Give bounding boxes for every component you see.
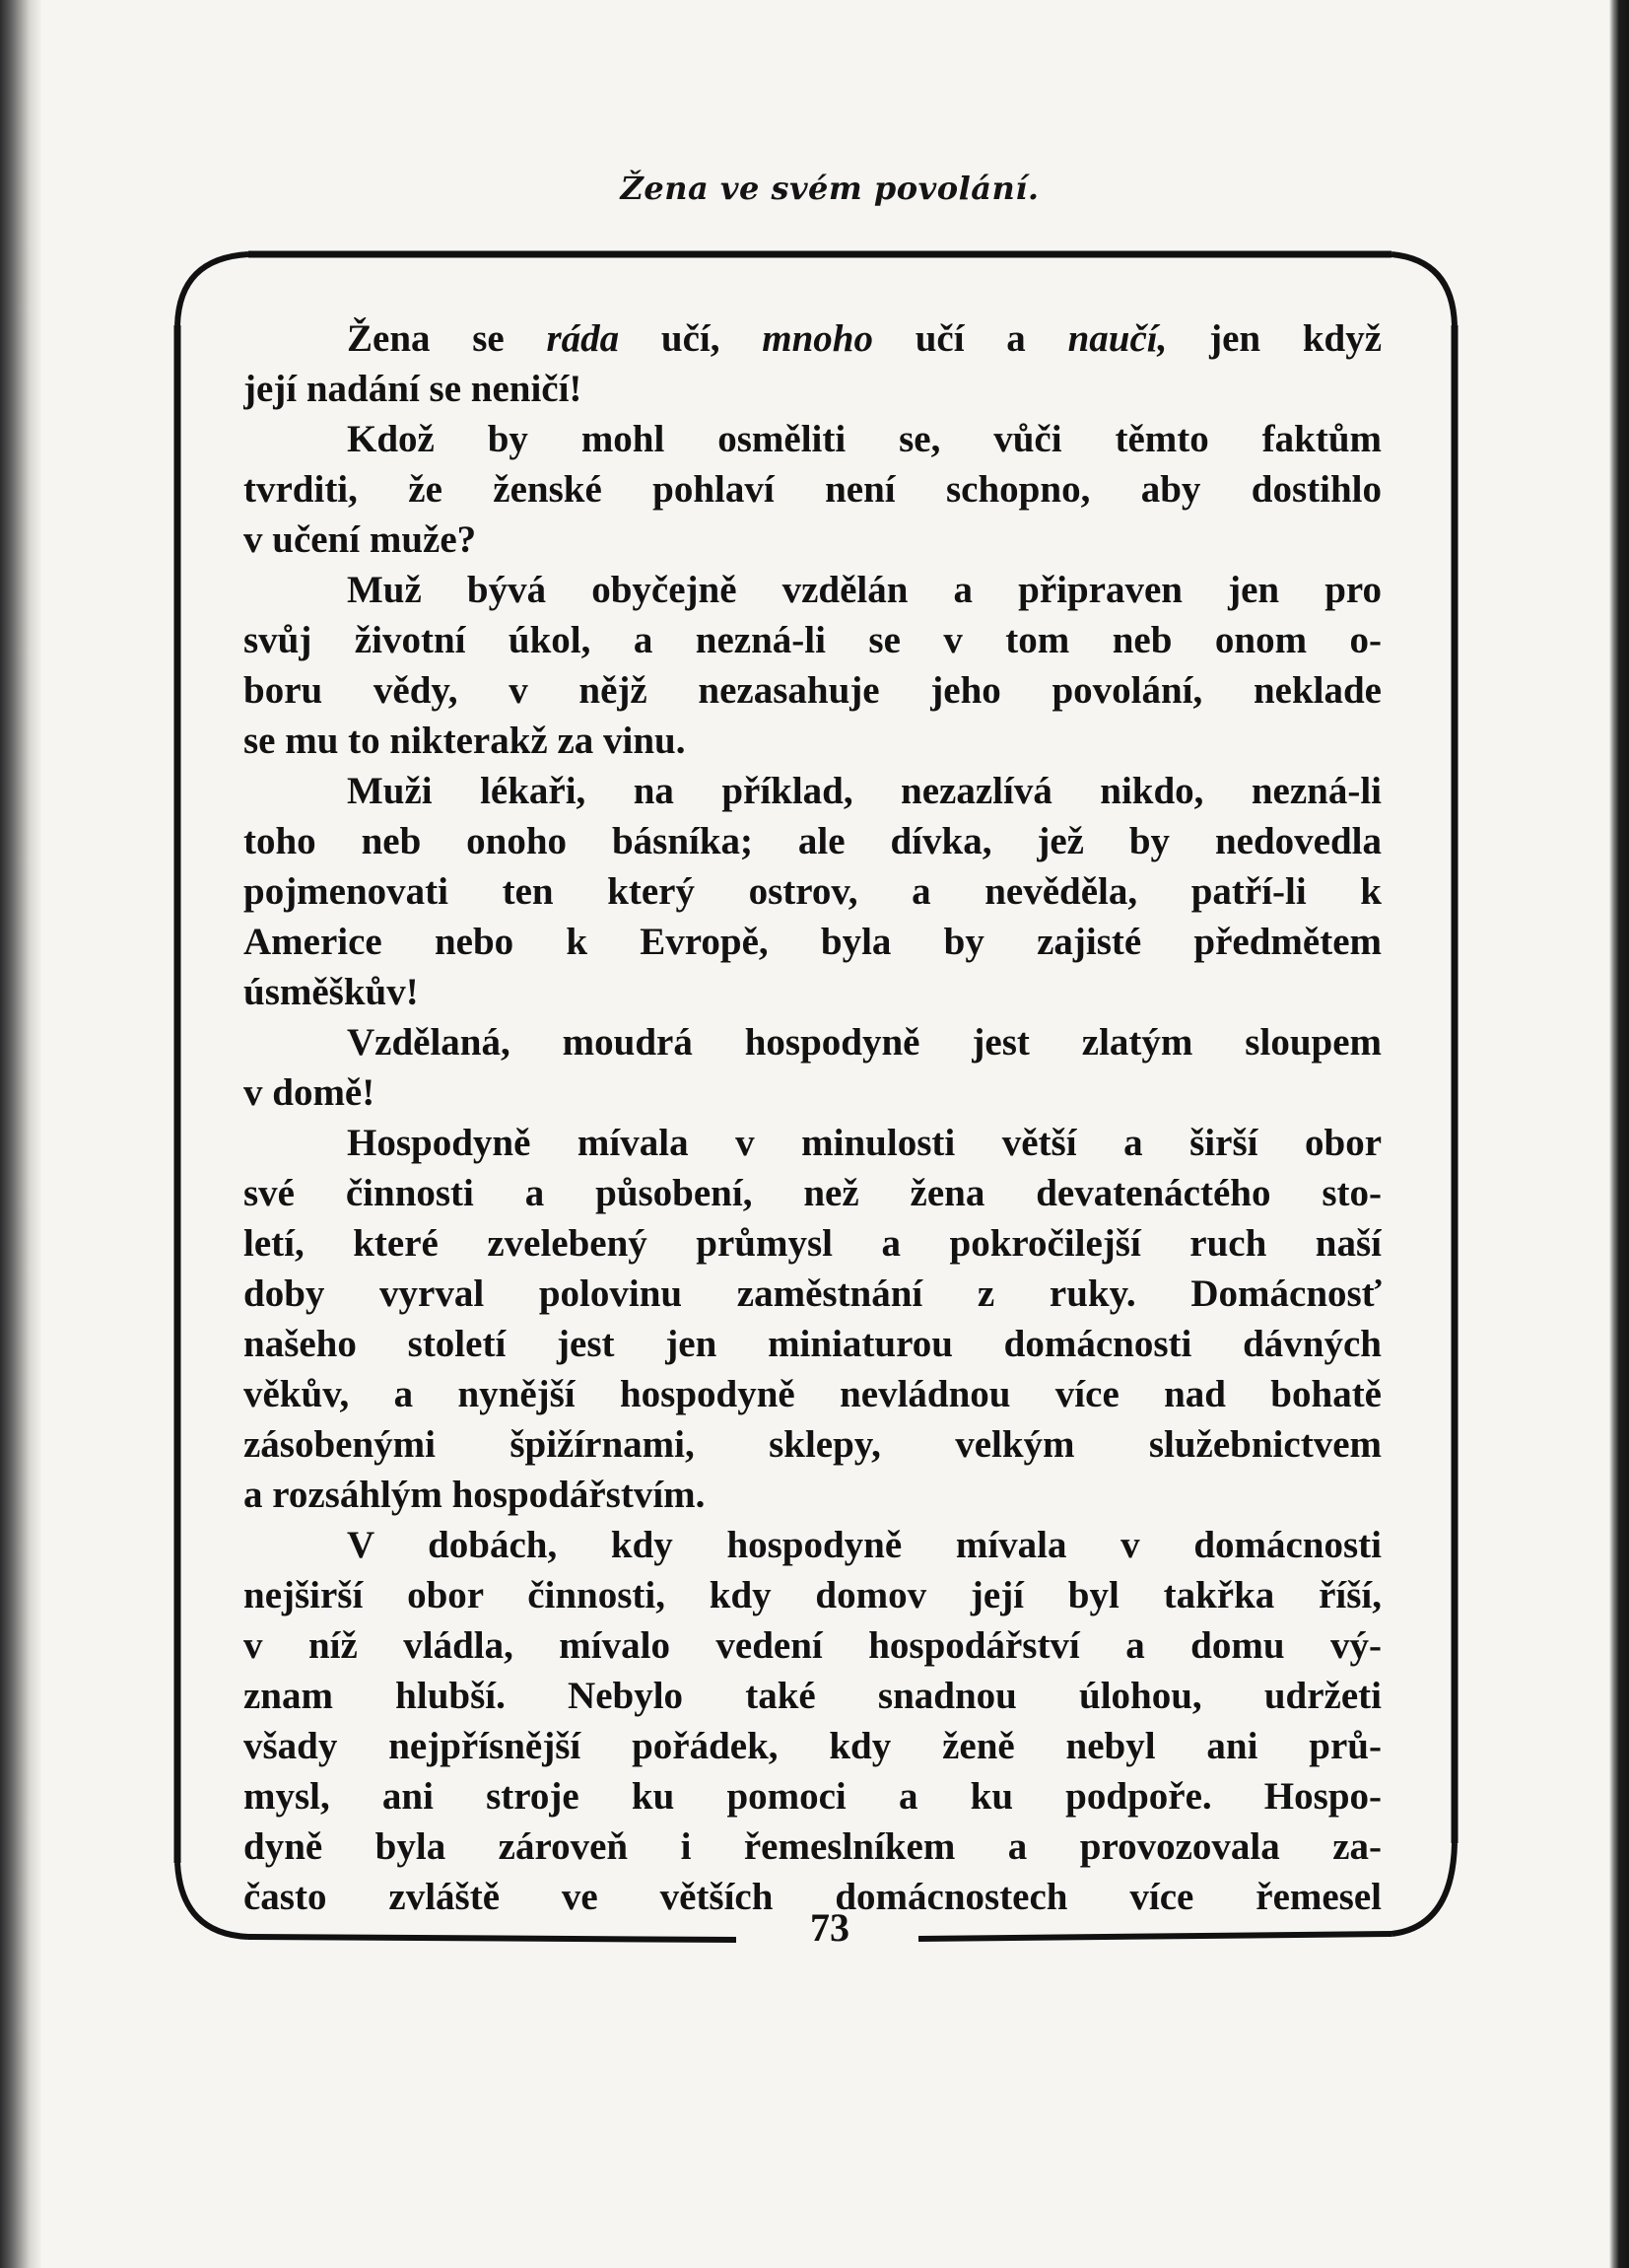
text-line: v níž vládla, mívalo vedení hospodářství a domu vý- [243,1624,1382,1667]
text-line: své činnosti a působení, než žena devatenáctého sto- [243,1172,1382,1214]
text-line: Muži lékaři, na příklad, nezazlívá nikdo, nezná-li [347,770,1382,812]
emphasized-word: mnoho [762,317,873,360]
text-line: znam hlubší. Nebylo také snadnou úlohou, udržeti [243,1675,1382,1717]
text-line: Americe nebo k Evropě, byla by zajisté předmětem [243,921,1382,963]
text-line: tvrditi, že ženské pohlaví není schopno, aby dostihlo [243,468,1382,511]
scan-edge-left [0,0,41,2268]
text-line: boru vědy, v nějž nezasahuje jeho povolání, neklade [243,669,1382,712]
emphasized-word: ráda [546,317,620,360]
text-line [243,313,1382,364]
text-line: zásobenými špižírnami, sklepy, velkým služebnictvem [243,1423,1382,1466]
text-line: její nadání se neničí! [243,368,582,410]
text-line: věkův, a nynější hospodyně nevládnou více nad bohatě [243,1373,1382,1415]
text-line: našeho století jest jen miniaturou domácnosti dávných [243,1323,1382,1365]
text-line: často zvláště ve větších domácnostech více řemesel [243,1876,1382,1918]
text-line: a rozsáhlým hospodářstvím. [243,1474,706,1516]
text-line: úsměškův! [243,971,419,1013]
text-line: v domě! [243,1071,375,1114]
text-line: Kdož by mohl osměliti se, vůči těmto faktům [347,418,1382,460]
text-line: toho neb onoho básníka; ale dívka, jež by nedovedla [243,820,1382,862]
emphasized-word: naučí, [1067,317,1168,360]
text-line: dyně byla zároveň i řemeslníkem a provozovala za- [243,1825,1382,1868]
text-line: v učení muže? [243,518,477,561]
text-line: mysl, ani stroje ku pomoci a ku podpoře. Hospo- [243,1775,1382,1818]
book-page [41,0,1609,2268]
text-line: V dobách, kdy hospodyně mívala v domácnosti [347,1524,1382,1566]
text-line: pojmenovati ten který ostrov, a nevěděla, patří-li k [243,870,1382,913]
text-segment: jen když [1167,317,1382,360]
text-segment: učí a [872,317,1068,360]
text-line: svůj životní úkol, a nezná-li se v tom neb onom o- [243,619,1382,661]
page-number: 73 [810,1905,849,1950]
text-line: se mu to nikterakž za vinu. [243,720,686,762]
text-line: Muž bývá obyčejně vzdělán a připraven jen pro [347,569,1382,611]
body-text [243,313,1382,1922]
text-segment: Žena se [347,317,547,360]
running-head: Žena ve svém povolání. [620,170,1040,207]
text-segment: učí, [619,317,763,360]
text-line: doby vyrval polovinu zaměstnání z ruky. Domácnosť [243,1272,1382,1315]
text-line: Hospodyně mívala v minulosti větší a širší obor [347,1122,1382,1164]
text-line: nejširší obor činnosti, kdy domov její byl takřka říší, [243,1574,1382,1616]
text-line: všady nejpřísnější pořádek, kdy ženě nebyl ani prů- [243,1725,1382,1767]
text-line: Vzdělaná, moudrá hospodyně jest zlatým sloupem [347,1021,1382,1064]
scan-edge-right [1609,0,1629,2268]
text-line: letí, které zvelebený průmysl a pokročilejší ruch naší [243,1222,1382,1265]
